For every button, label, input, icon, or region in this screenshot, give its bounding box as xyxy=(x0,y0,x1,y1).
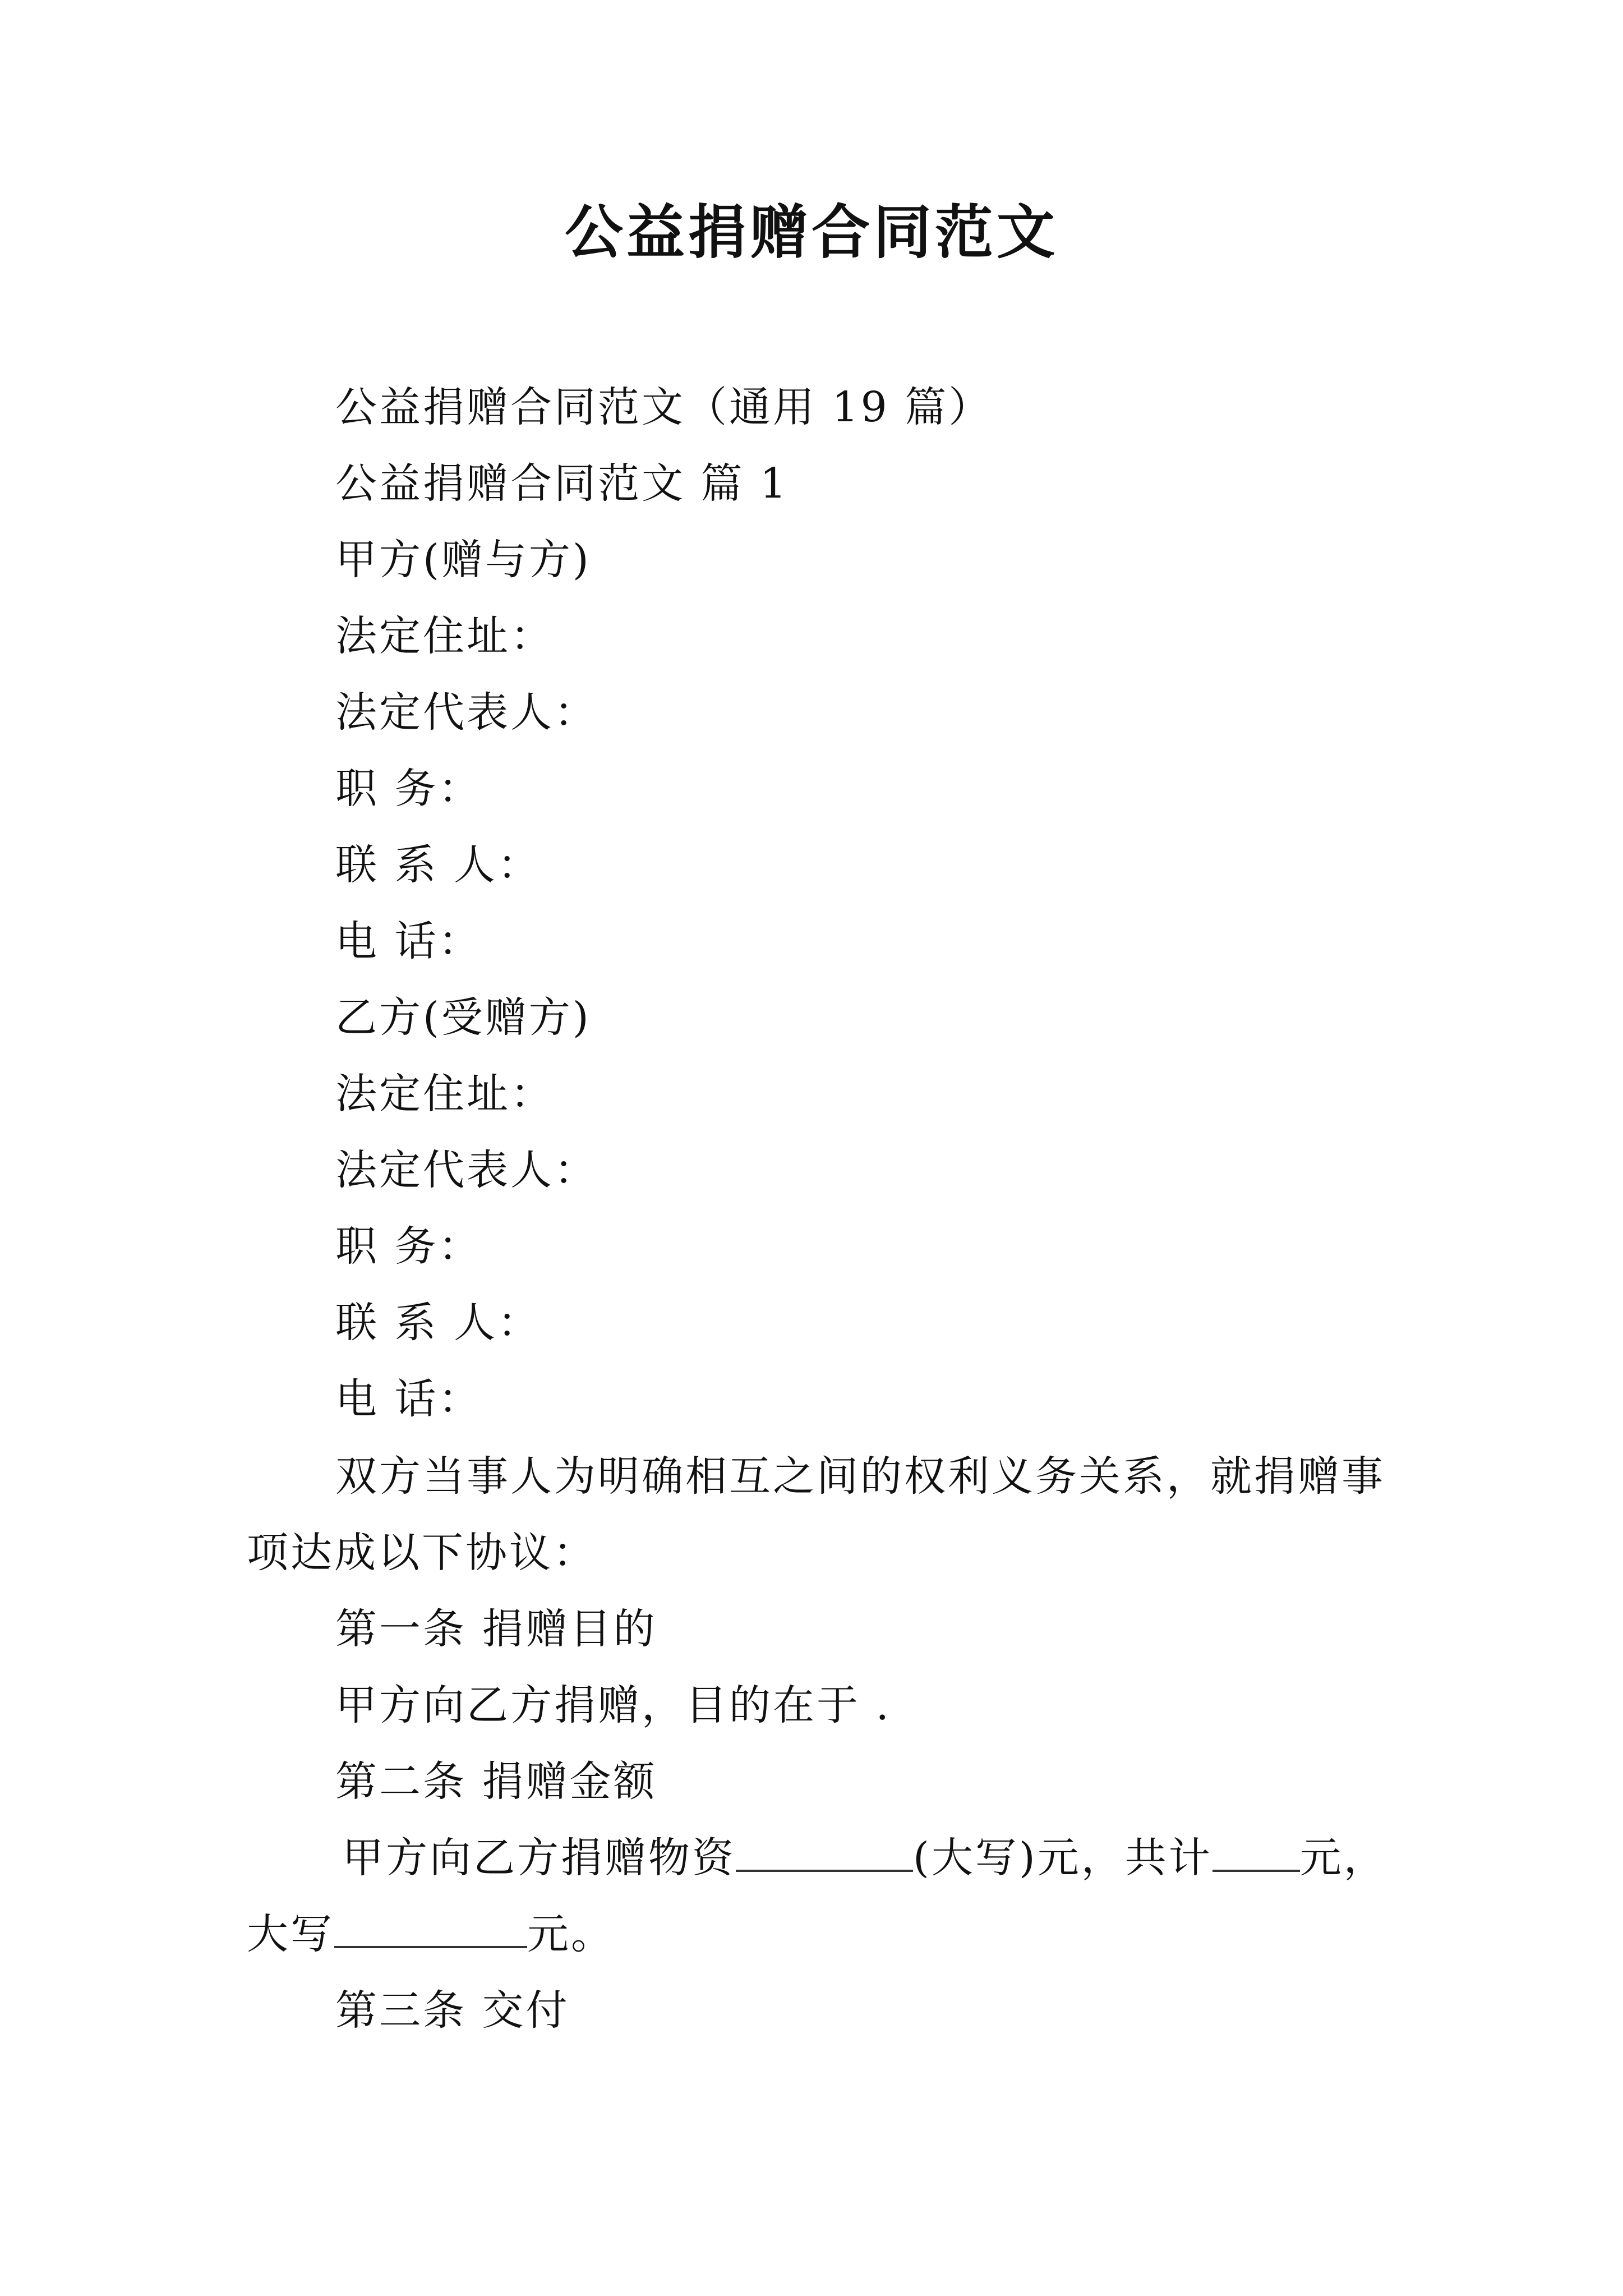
article-1-title: 第一条 捐赠目的 xyxy=(335,1605,657,1653)
amount-blank-field xyxy=(736,1836,913,1872)
uppercase-amount-blank-field xyxy=(334,1912,527,1948)
intro-paragraph-line-2: 项达成以下协议： xyxy=(247,1529,597,1577)
total-blank-field xyxy=(1212,1836,1300,1872)
party-a-phone-label: 电 话： xyxy=(335,917,482,965)
article-2-title: 第二条 捐赠金额 xyxy=(335,1757,657,1806)
section-heading: 公益捐赠合同范文 篇 1 xyxy=(335,459,789,508)
party-a-representative-label: 法定代表人： xyxy=(335,688,598,737)
party-b-phone-label: 电 话： xyxy=(335,1375,482,1423)
intro-paragraph-line-1: 双方当事人为明确相互之间的权利义务关系，就捐赠事 xyxy=(335,1452,1385,1501)
article-3-title: 第三条 交付 xyxy=(335,1986,570,2035)
party-a-contact-label: 联 系 人： xyxy=(335,841,542,889)
party-b-heading: 乙方(受赠方) xyxy=(335,993,591,1042)
article-2-text-part-1: 甲方向乙方捐赠物资 xyxy=(342,1834,736,1882)
article-2-text-part-2: (大写)元，共计 xyxy=(913,1834,1212,1882)
article-2-text-part-3: 元， xyxy=(1299,1834,1387,1882)
party-b-address-label: 法定住址： xyxy=(335,1070,554,1118)
article-2-text-line-2 xyxy=(247,1910,615,1959)
document-subtitle: 公益捐赠合同范文（通用 19 篇） xyxy=(335,383,993,431)
party-b-contact-label: 联 系 人： xyxy=(335,1299,542,1347)
party-a-position-label: 职 务： xyxy=(335,765,482,813)
article-2-text-line-1 xyxy=(342,1833,1387,1883)
party-b-representative-label: 法定代表人： xyxy=(335,1146,598,1194)
party-a-heading: 甲方(赠与方) xyxy=(335,536,591,584)
article-1-text: 甲方向乙方捐赠，目的在于 . xyxy=(335,1681,892,1729)
party-a-address-label: 法定住址： xyxy=(335,612,554,660)
article-2-text-part-4: 大写 xyxy=(247,1910,334,1958)
article-2-text-part-5: 元。 xyxy=(527,1910,615,1958)
document-title: 公益捐赠合同范文 xyxy=(564,197,1058,266)
party-b-position-label: 职 务： xyxy=(335,1222,482,1271)
